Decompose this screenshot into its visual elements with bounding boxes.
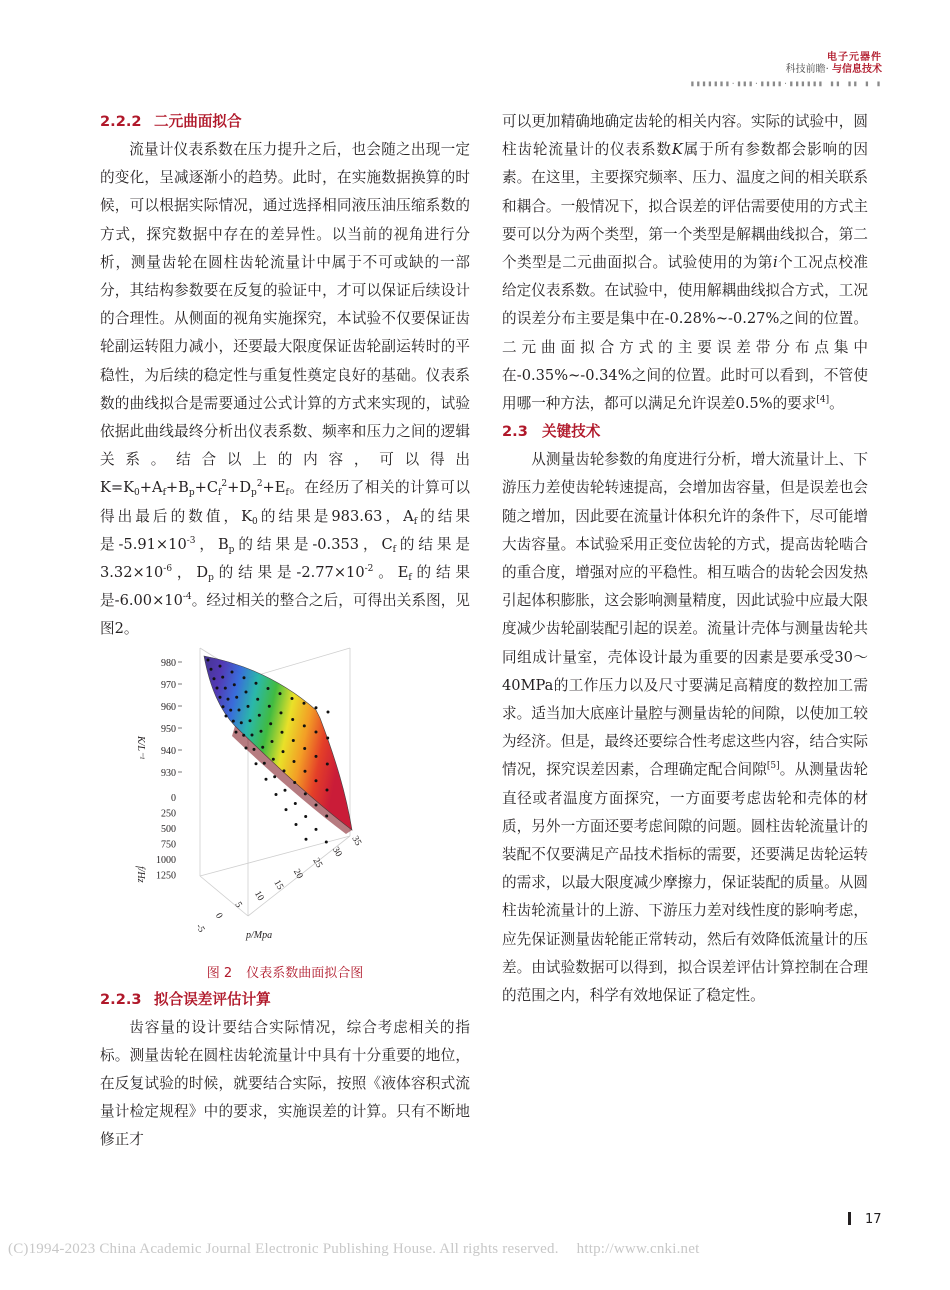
data-point	[227, 697, 230, 700]
data-point	[247, 705, 250, 708]
section-number: 2.2.2	[100, 113, 142, 130]
data-point	[255, 681, 258, 684]
data-point	[326, 736, 329, 739]
data-point	[269, 722, 272, 725]
data-point	[263, 761, 266, 764]
data-point	[238, 708, 241, 711]
data-point	[243, 676, 246, 679]
chart-surface	[204, 656, 352, 834]
data-point	[216, 686, 219, 689]
data-point	[260, 729, 263, 732]
figure-caption	[100, 962, 470, 986]
z-tick-label: 960	[161, 701, 176, 713]
paragraph: 从测量齿轮参数的角度进行分析，增大流量计上、下游压力差使齿轮转速提高，会增加齿容量，但是误差也会随之增加，因此要在流量计体积允许的条件下，尽可能增大齿容量。本试验采用正变位齿轮的方式，提高齿轮啮合的重合度，增强对应的平稳性。相互啮合的齿轮会因发热引起体积膨胀，这会影响测量精度，因此试验中应最大限度减少齿轮副装配引起的误差。流量计壳体与测量齿轮共同组成计量室，壳体设计最为重要的因素是要承受30～40MPa的工作压力以及尺寸要满足高精度的数控加工需求。适当加大底座计量腔与测量齿轮的间隙，以使加工较为经济。但是，最终还要综合性考虑这些内容，结合实际情况，探究误差因素，合理确定配合间隙[5]。从测量齿轮直径或者温度方面探究，一方面要考虑齿轮和壳体的材质，另外一方面还要考虑间隙的问题。圆柱齿轮流量计的装配不仅要满足产品技术指标的需要，还要满足齿轮运转的需求，以最大限度减少摩擦力，保证装配的质量。从圆柱齿轮流量计的上游、下游压力差对线性度的影响考虑，应先保证测量齿轮能正常转动，然后有效降低流量计的压差。由试验数据可以得到，拟合误差评估计算控制在合理的范围之内，科学有效地保证了稳定性。	[502, 451, 868, 1005]
data-point	[295, 823, 298, 826]
data-point	[325, 840, 328, 843]
z-tick-label: 980	[161, 657, 176, 669]
data-point	[268, 704, 271, 707]
data-point	[315, 755, 318, 758]
data-point	[213, 677, 216, 680]
data-point	[303, 747, 306, 750]
data-point	[256, 697, 259, 700]
journal-name: 电子元器件	[827, 52, 882, 63]
data-point	[245, 746, 248, 749]
data-point	[304, 769, 307, 772]
x-tick-label: 20	[290, 867, 305, 881]
data-point	[235, 730, 238, 733]
data-point	[258, 713, 261, 716]
section-heading-223	[100, 986, 470, 1014]
data-point	[327, 710, 330, 713]
y-tick-label: 250	[161, 808, 176, 820]
data-point	[315, 706, 318, 709]
y-tick-label: 500	[161, 823, 176, 835]
x-axis-label: p/Mpa	[246, 929, 273, 941]
data-point	[275, 793, 278, 796]
copyright-text: (C)1994-2023 China Academic Journal Electronic Publishing House. All rights reserved.	[8, 1241, 559, 1257]
section-title: 二元曲面拟合	[154, 113, 242, 130]
data-point	[305, 837, 308, 840]
paragraph: 流量计仪表系数在压力提升之后，也会随之出现一定的变化，呈减逐渐小的趋势。此时，在实施数据换算的时候，可以根据实际情况，通过选择相同液压油压缩系数的方式，探究数据中存在的差异性。以当前的视角进行分析，测量齿轮在圆柱齿轮流量计中属于不可或缺的一部分，其结构参数要在反复的验证中，才可以保证后续设计的合理性。从侧面的视角实施探究，本试验不仅要保证齿轮副运转阻力减小，还要最大限度保证齿轮副运转时的平稳性，为后续的稳定性与重复性奠定良好的基础。仪表系数的曲线拟合是需要通过公式计算的方式来实现的，试验依据此曲线最终分析出仪表系数、频率和压力之间的逻辑关系。结合以上的内容，可以得出$K=K_0+A_f+B_p+C_f^2+D_p^2+E_f$。在经历了相关的计算可以得出最后的数值，$K_0$的结果是983.63，$A_f$的结果是$-5.91\times 10^{-3}$，$B_p$的结果是-0.353，$C_f$的结果是$3.32\times 10^{-6}$，$D_p$的结果是$-2.77\times 10^{-2}$。$E_f$的结果是$-6.00\times 10^{-4}$。经过相关的整合之后，可得出关系图，见图2。	[100, 141, 470, 638]
footer-url[interactable]: http://www.cnki.net	[576, 1241, 700, 1257]
y-tick-label: 750	[161, 839, 176, 851]
section-heading-222	[100, 108, 470, 136]
left-column	[100, 108, 470, 1155]
data-point	[229, 708, 232, 711]
data-point	[271, 740, 274, 743]
section-title: 拟合误差评估计算	[154, 990, 271, 1008]
column-name: 科技前瞻	[785, 64, 826, 75]
data-point	[283, 769, 286, 772]
x-tick-label: 30	[329, 845, 344, 859]
data-point	[291, 697, 294, 700]
data-point	[225, 714, 228, 717]
citation[interactable]: [4]	[816, 395, 830, 406]
data-point	[219, 664, 222, 667]
data-point	[280, 711, 283, 714]
data-point	[265, 777, 268, 780]
data-point	[232, 719, 235, 722]
data-point	[210, 667, 213, 670]
journal-name-line2: 与信息技术	[832, 64, 882, 75]
x-tick-label: 0	[212, 911, 224, 921]
data-point	[326, 788, 329, 791]
section-number: 2.3	[502, 423, 528, 441]
header-dots: ▮▮▮▮▮▮▮·▮▮▮·▮▮▮▮·▮▮▮▮▮▮ ▮▮ ▮▮ ▮ ▮	[690, 79, 882, 88]
data-point	[279, 692, 282, 695]
copyright-footer	[8, 1241, 699, 1258]
data-point	[249, 719, 252, 722]
citation[interactable]: [5]	[766, 761, 780, 772]
figure-title: 仪表系数曲面拟合图	[246, 965, 364, 981]
axis-line	[200, 876, 248, 916]
data-point	[272, 757, 275, 760]
data-point	[315, 730, 318, 733]
data-point	[231, 670, 234, 673]
data-point	[240, 721, 243, 724]
data-point	[304, 792, 307, 795]
data-point	[253, 748, 256, 751]
data-point	[303, 701, 306, 704]
running-header	[690, 52, 882, 88]
section-heading-23	[502, 418, 868, 446]
y-tick-label: 1250	[156, 870, 176, 882]
axis-line	[248, 648, 350, 678]
data-point	[293, 760, 296, 763]
paragraph: 可以更加精确地确定齿轮的相关内容。实际的试验中，圆柱齿轮流量计的仪表系数K属于所有参数都会影响的因素。在这里，主要探究频率、压力、温度之间的相关联系和耦合。一般情况下，拟合误差的评估需要使用的方式主要可以分为两个类型，第一个类型是解耦曲线拟合，第二个类型是二元曲面拟合。试验使用的为第i个工况点校准给定仪表系数。在试验中，使用解耦曲线拟合方式，工况的误差分布主要是集中在-0.28%~-0.27%之间的位置。二元曲面拟合方式的主要误差带分布点集中在-0.35%~-0.34%之间的位置。此时可以看到，不管使用哪一种方法，都可以满足允许误差0.5%的要求[4]。	[502, 113, 868, 413]
figure-number: 图 2	[206, 965, 233, 981]
page-number: 17	[848, 1212, 882, 1227]
z-tick-label: 930	[161, 767, 176, 779]
data-point	[219, 695, 222, 698]
data-point	[303, 724, 306, 727]
section-number: 2.2.3	[100, 990, 142, 1008]
z-tick-label: 950	[161, 723, 176, 735]
data-point	[285, 808, 288, 811]
y-axis-label: f/Hz	[135, 865, 146, 883]
data-point	[282, 750, 285, 753]
formula: $K=K_0+A_f+B_p+C_f^2+D_p^2+E_f$。	[100, 479, 305, 499]
y-tick-label: 1000	[156, 854, 176, 866]
x-tick-label: -5	[193, 922, 207, 935]
data-point	[281, 730, 284, 733]
data-point	[315, 828, 318, 831]
data-point	[315, 803, 318, 806]
data-point	[284, 788, 287, 791]
data-point	[273, 775, 276, 778]
data-point	[326, 762, 329, 765]
data-point	[242, 733, 245, 736]
z-axis-label: K/L⁻¹	[135, 735, 146, 759]
data-point	[325, 814, 328, 817]
x-tick-label: 10	[251, 889, 266, 903]
data-point	[304, 815, 307, 818]
x-tick-label: 25	[310, 856, 324, 870]
header-line2: 科技前瞻· 与信息技术	[785, 64, 882, 75]
data-point	[293, 781, 296, 784]
figure-2	[100, 648, 470, 960]
x-tick-label: 35	[349, 834, 363, 848]
data-point	[245, 690, 248, 693]
data-point	[294, 802, 297, 805]
y-tick-label: 0	[171, 792, 176, 804]
z-tick-label: 940	[161, 745, 176, 757]
section-title: 关键技术	[542, 423, 601, 441]
data-point	[222, 705, 225, 708]
data-point	[292, 739, 295, 742]
z-tick-label: 970	[161, 679, 176, 691]
right-column	[502, 108, 868, 1010]
fitted-surface	[204, 656, 352, 830]
data-point	[291, 718, 294, 721]
surface-chart	[135, 648, 410, 960]
data-point	[251, 733, 254, 736]
data-point	[267, 687, 270, 690]
data-point	[261, 745, 264, 748]
data-point	[224, 686, 227, 689]
x-tick-label: 15	[271, 878, 285, 892]
data-point	[235, 695, 238, 698]
x-tick-label: 5	[232, 900, 244, 910]
data-point	[233, 683, 236, 686]
data-point	[315, 779, 318, 782]
data-point	[207, 658, 210, 661]
paragraph: 齿容量的设计要结合实际情况，综合考虑相关的指标。测量齿轮在圆柱齿轮流量计中具有十分重要的地位，在反复试验的时候，就要结合实际，按照《液体容积式流量计检定规程》中的要求，实施误差的计算。只有不断地修正才	[100, 1018, 470, 1149]
data-point	[221, 675, 224, 678]
data-point	[255, 762, 258, 765]
